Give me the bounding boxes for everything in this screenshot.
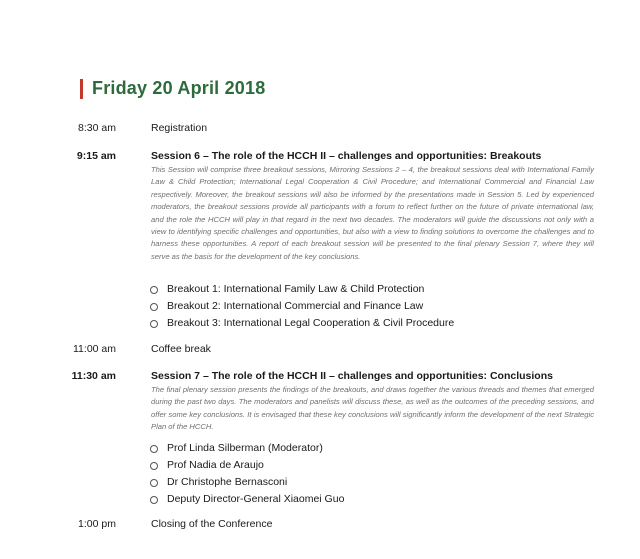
- time-label: 11:00 am: [73, 343, 116, 355]
- day-header: [80, 78, 265, 99]
- session-title: Session 6 – The role of the HCCH II – challenges and opportunities: Breakouts: [151, 150, 542, 162]
- time-label: 11:30 am: [71, 370, 116, 382]
- list-item: Dr Christophe Bernasconi: [150, 474, 344, 491]
- session-description: The final plenary session presents the findings of the breakouts, and draws together the various threads and themes that emerged during the past two days. The moderators and panelists will discuss these, as well as the outcomes of the preceding sessions, and offer some key conclusions. It is envisaged that these key conclusions will significantly inform the development of the next Strategic Plan of the HCCH.: [151, 385, 594, 432]
- time-label: 1:00 pm: [78, 518, 116, 530]
- circle-bullet-icon: [150, 479, 158, 487]
- breakout-list: [150, 281, 454, 332]
- item-title: Registration: [151, 122, 208, 134]
- circle-bullet-icon: [150, 445, 158, 453]
- panelist-list: [150, 440, 344, 508]
- time-label: 9:15 am: [76, 150, 116, 162]
- item-title: Coffee break: [151, 343, 211, 355]
- list-item: Breakout 2: International Commercial and Finance Law: [150, 298, 454, 315]
- list-item: Breakout 3: International Legal Cooperation & Civil Procedure: [150, 315, 454, 332]
- circle-bullet-icon: [150, 286, 158, 294]
- list-item: Breakout 1: International Family Law & Child Protection: [150, 281, 454, 298]
- item-title: Closing of the Conference: [151, 518, 273, 530]
- day-accent-bar: [80, 79, 83, 99]
- circle-bullet-icon: [150, 496, 158, 504]
- time-label: 8:30 am: [78, 122, 116, 134]
- list-item: Deputy Director-General Xiaomei Guo: [150, 491, 344, 508]
- day-title: Friday 20 April 2018: [92, 78, 266, 98]
- session-title: Session 7 – The role of the HCCH II – challenges and opportunities: Conclusions: [151, 370, 553, 382]
- circle-bullet-icon: [150, 320, 158, 328]
- list-item: Prof Linda Silberman (Moderator): [150, 440, 344, 457]
- session-description: This Session will comprise three breakout sessions, Mirroring Sessions 2 – 4, the breakout sessions deal with International Family Law & Child Protection; International Legal Cooperation & Civil Procedure; and International Commercial and Financial Law respectively. Moreover, the breakout sessions will also be informed by the presentations made in Session 5. Led by experienced moderators, the breakout sessions provide all participants with a forum to reflect further on the future of private international law, and the role the HCCH will play in that regard in the next two decades. The moderators will guide the discussions not only with a view to identifying specific challenges and opportunities, but also with a view to finding solutions to overcome the challenges and to harness these opportunities. A report of each breakout session will be presented to the final plenary Session 7, where they will serve as the basis for the development of the key conclusions.: [151, 165, 594, 261]
- circle-bullet-icon: [150, 462, 158, 470]
- circle-bullet-icon: [150, 303, 158, 311]
- list-item: Prof Nadia de Araujo: [150, 457, 344, 474]
